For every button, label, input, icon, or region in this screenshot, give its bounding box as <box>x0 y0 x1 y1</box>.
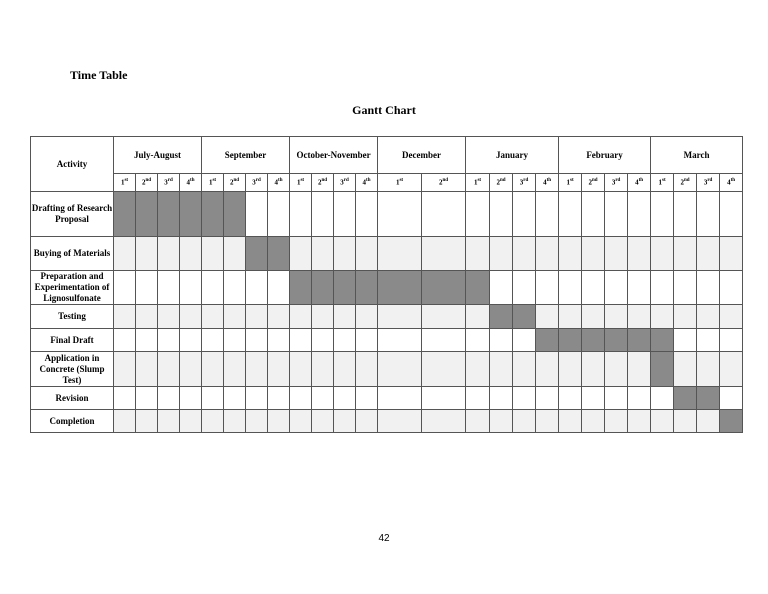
gantt-cell <box>202 305 224 329</box>
gantt-cell <box>136 387 158 410</box>
week-header: 1st <box>651 174 674 192</box>
gantt-cell <box>559 410 582 433</box>
gantt-cell <box>582 271 605 305</box>
gantt-cell <box>513 352 536 387</box>
gantt-cell <box>290 387 312 410</box>
activity-label: Drafting of Research Proposal <box>31 192 114 237</box>
gantt-cell <box>674 237 697 271</box>
gantt-cell <box>114 387 136 410</box>
gantt-cell <box>559 237 582 271</box>
week-header: 1st <box>202 174 224 192</box>
week-header: 2nd <box>312 174 334 192</box>
chart-title: Gantt Chart <box>352 103 416 117</box>
activity-row <box>31 237 743 271</box>
gantt-cell <box>180 410 202 433</box>
gantt-cell <box>290 237 312 271</box>
gantt-cell <box>720 329 743 352</box>
gantt-cell <box>312 305 334 329</box>
gantt-cell <box>290 352 312 387</box>
gantt-cell <box>651 192 674 237</box>
week-header: 3rd <box>513 174 536 192</box>
gantt-cell <box>158 387 180 410</box>
gantt-cell <box>422 410 466 433</box>
gantt-cell <box>674 271 697 305</box>
gantt-cell <box>466 387 490 410</box>
week-header: 3rd <box>158 174 180 192</box>
month-header: December <box>378 137 466 174</box>
gantt-cell <box>114 305 136 329</box>
gantt-cell <box>312 329 334 352</box>
gantt-cell <box>114 329 136 352</box>
activity-header: Activity <box>31 137 114 192</box>
week-header: 3rd <box>334 174 356 192</box>
activity-label: Preparation and Experimentation of Lignosulfonate <box>31 271 114 305</box>
gantt-bar-cell <box>490 305 513 329</box>
gantt-cell <box>422 192 466 237</box>
gantt-cell <box>356 410 378 433</box>
gantt-bar-cell <box>246 237 268 271</box>
gantt-cell <box>334 410 356 433</box>
gantt-cell <box>224 305 246 329</box>
gantt-cell <box>536 192 559 237</box>
gantt-cell <box>628 387 651 410</box>
gantt-cell <box>513 271 536 305</box>
gantt-cell <box>559 352 582 387</box>
gantt-cell <box>136 271 158 305</box>
gantt-bar-cell <box>559 329 582 352</box>
gantt-cell <box>334 329 356 352</box>
gantt-cell <box>490 271 513 305</box>
gantt-cell <box>202 410 224 433</box>
gantt-cell <box>559 387 582 410</box>
gantt-cell <box>356 305 378 329</box>
gantt-cell <box>674 352 697 387</box>
gantt-cell <box>628 271 651 305</box>
gantt-cell <box>378 352 422 387</box>
gantt-cell <box>378 387 422 410</box>
gantt-cell <box>422 237 466 271</box>
gantt-cell <box>605 271 628 305</box>
gantt-cell <box>378 237 422 271</box>
gantt-cell <box>312 352 334 387</box>
activity-label: Final Draft <box>31 329 114 352</box>
gantt-bar-cell <box>114 192 136 237</box>
gantt-cell <box>628 352 651 387</box>
gantt-cell <box>422 387 466 410</box>
gantt-cell <box>490 352 513 387</box>
gantt-cell <box>605 352 628 387</box>
gantt-cell <box>378 410 422 433</box>
gantt-cell <box>202 329 224 352</box>
gantt-bar-cell <box>378 271 422 305</box>
gantt-cell <box>720 271 743 305</box>
gantt-cell <box>582 387 605 410</box>
gantt-cell <box>605 387 628 410</box>
gantt-cell <box>180 352 202 387</box>
month-header: September <box>202 137 290 174</box>
gantt-cell <box>651 237 674 271</box>
gantt-cell <box>158 237 180 271</box>
gantt-bar-cell <box>651 329 674 352</box>
week-header: 2nd <box>136 174 158 192</box>
gantt-cell <box>490 387 513 410</box>
gantt-cell <box>490 237 513 271</box>
gantt-cell <box>674 410 697 433</box>
gantt-cell <box>246 305 268 329</box>
gantt-cell <box>290 329 312 352</box>
gantt-cell <box>268 410 290 433</box>
week-header: 4th <box>536 174 559 192</box>
week-header: 3rd <box>605 174 628 192</box>
gantt-cell <box>605 410 628 433</box>
gantt-bar-cell <box>268 237 290 271</box>
gantt-cell <box>158 352 180 387</box>
week-header: 1st <box>290 174 312 192</box>
gantt-bar-cell <box>628 329 651 352</box>
week-header: 4th <box>268 174 290 192</box>
gantt-cell <box>651 410 674 433</box>
gantt-cell <box>536 387 559 410</box>
gantt-bar-cell <box>674 387 697 410</box>
activity-label: Testing <box>31 305 114 329</box>
gantt-cell <box>513 237 536 271</box>
activity-label: Buying of Materials <box>31 237 114 271</box>
gantt-cell <box>180 329 202 352</box>
gantt-cell <box>422 329 466 352</box>
gantt-cell <box>334 237 356 271</box>
gantt-cell <box>268 305 290 329</box>
gantt-body <box>31 192 743 433</box>
activity-label: Application in Concrete (Slump Test) <box>31 352 114 387</box>
gantt-cell <box>582 192 605 237</box>
gantt-cell <box>674 329 697 352</box>
gantt-cell <box>268 192 290 237</box>
gantt-bar-cell <box>466 271 490 305</box>
gantt-cell <box>136 329 158 352</box>
week-header: 1st <box>466 174 490 192</box>
gantt-cell <box>356 387 378 410</box>
gantt-cell <box>720 387 743 410</box>
gantt-cell <box>536 237 559 271</box>
week-header: 2nd <box>490 174 513 192</box>
gantt-cell <box>268 329 290 352</box>
activity-row <box>31 305 743 329</box>
gantt-cell <box>136 237 158 271</box>
gantt-cell <box>180 305 202 329</box>
gantt-cell <box>697 305 720 329</box>
gantt-cell <box>224 237 246 271</box>
gantt-cell <box>536 271 559 305</box>
week-header: 2nd <box>582 174 605 192</box>
week-header: 4th <box>356 174 378 192</box>
month-header-row <box>31 137 743 174</box>
gantt-cell <box>180 387 202 410</box>
gantt-bar-cell <box>334 271 356 305</box>
gantt-cell <box>466 352 490 387</box>
gantt-cell <box>378 305 422 329</box>
week-header: 2nd <box>674 174 697 192</box>
gantt-cell <box>114 271 136 305</box>
gantt-cell <box>114 237 136 271</box>
gantt-cell <box>224 387 246 410</box>
gantt-bar-cell <box>180 192 202 237</box>
gantt-cell <box>136 305 158 329</box>
week-header: 1st <box>114 174 136 192</box>
week-header: 3rd <box>246 174 268 192</box>
gantt-cell <box>224 329 246 352</box>
month-header: February <box>559 137 651 174</box>
gantt-cell <box>180 271 202 305</box>
page-number: 42 <box>378 533 390 544</box>
gantt-cell <box>290 192 312 237</box>
gantt-cell <box>114 410 136 433</box>
activity-row <box>31 329 743 352</box>
gantt-cell <box>490 410 513 433</box>
gantt-cell <box>202 387 224 410</box>
gantt-cell <box>536 305 559 329</box>
week-header: 2nd <box>422 174 466 192</box>
gantt-cell <box>513 410 536 433</box>
gantt-bar-cell <box>582 329 605 352</box>
activity-row <box>31 192 743 237</box>
gantt-cell <box>224 410 246 433</box>
gantt-cell <box>202 352 224 387</box>
gantt-cell <box>697 271 720 305</box>
gantt-cell <box>697 410 720 433</box>
gantt-cell <box>158 329 180 352</box>
gantt-cell <box>356 329 378 352</box>
gantt-bar-cell <box>290 271 312 305</box>
gantt-cell <box>334 305 356 329</box>
gantt-cell <box>312 387 334 410</box>
week-header: 3rd <box>697 174 720 192</box>
gantt-cell <box>202 271 224 305</box>
gantt-table <box>30 136 743 433</box>
gantt-cell <box>114 352 136 387</box>
gantt-cell <box>628 237 651 271</box>
gantt-cell <box>202 237 224 271</box>
gantt-cell <box>246 192 268 237</box>
gantt-cell <box>582 352 605 387</box>
gantt-cell <box>490 329 513 352</box>
gantt-cell <box>490 192 513 237</box>
gantt-cell <box>697 192 720 237</box>
gantt-cell <box>312 192 334 237</box>
gantt-cell <box>246 387 268 410</box>
gantt-cell <box>224 352 246 387</box>
gantt-bar-cell <box>513 305 536 329</box>
week-header: 4th <box>180 174 202 192</box>
gantt-cell <box>628 192 651 237</box>
gantt-cell <box>158 410 180 433</box>
gantt-cell <box>246 329 268 352</box>
week-header: 4th <box>628 174 651 192</box>
gantt-cell <box>246 271 268 305</box>
gantt-bar-cell <box>158 192 180 237</box>
gantt-cell <box>378 192 422 237</box>
activity-label: Completion <box>31 410 114 433</box>
gantt-bar-cell <box>136 192 158 237</box>
gantt-bar-cell <box>224 192 246 237</box>
activity-row <box>31 410 743 433</box>
gantt-cell <box>466 192 490 237</box>
gantt-cell <box>224 271 246 305</box>
gantt-bar-cell <box>422 271 466 305</box>
gantt-cell <box>466 410 490 433</box>
gantt-bar-cell <box>356 271 378 305</box>
gantt-cell <box>651 305 674 329</box>
gantt-cell <box>378 329 422 352</box>
gantt-cell <box>605 237 628 271</box>
gantt-cell <box>422 305 466 329</box>
gantt-bar-cell <box>536 329 559 352</box>
gantt-cell <box>422 352 466 387</box>
gantt-bar-cell <box>312 271 334 305</box>
gantt-cell <box>513 192 536 237</box>
gantt-cell <box>674 305 697 329</box>
activity-label: Revision <box>31 387 114 410</box>
week-header: 1st <box>559 174 582 192</box>
week-header: 2nd <box>224 174 246 192</box>
gantt-cell <box>356 237 378 271</box>
gantt-cell <box>582 237 605 271</box>
gantt-cell <box>628 305 651 329</box>
gantt-cell <box>697 237 720 271</box>
gantt-cell <box>312 410 334 433</box>
gantt-cell <box>536 410 559 433</box>
gantt-cell <box>674 192 697 237</box>
gantt-cell <box>246 410 268 433</box>
week-header: 1st <box>378 174 422 192</box>
gantt-cell <box>290 410 312 433</box>
gantt-cell <box>559 192 582 237</box>
gantt-cell <box>466 237 490 271</box>
gantt-cell <box>720 305 743 329</box>
gantt-cell <box>582 410 605 433</box>
activity-row <box>31 387 743 410</box>
activity-row <box>31 271 743 305</box>
gantt-cell <box>334 387 356 410</box>
gantt-bar-cell <box>651 352 674 387</box>
gantt-cell <box>466 305 490 329</box>
gantt-cell <box>720 192 743 237</box>
gantt-bar-cell <box>697 387 720 410</box>
gantt-cell <box>536 352 559 387</box>
gantt-cell <box>720 352 743 387</box>
gantt-cell <box>651 271 674 305</box>
month-header: October-November <box>290 137 378 174</box>
gantt-cell <box>697 352 720 387</box>
gantt-cell <box>158 305 180 329</box>
gantt-cell <box>334 192 356 237</box>
activity-row <box>31 352 743 387</box>
gantt-cell <box>180 237 202 271</box>
gantt-cell <box>605 192 628 237</box>
gantt-cell <box>466 329 490 352</box>
gantt-cell <box>246 352 268 387</box>
gantt-cell <box>290 305 312 329</box>
gantt-bar-cell <box>605 329 628 352</box>
gantt-cell <box>720 237 743 271</box>
week-header: 4th <box>720 174 743 192</box>
month-header: July-August <box>114 137 202 174</box>
gantt-cell <box>559 305 582 329</box>
gantt-cell <box>136 410 158 433</box>
gantt-cell <box>513 329 536 352</box>
gantt-cell <box>513 387 536 410</box>
gantt-cell <box>628 410 651 433</box>
month-header: March <box>651 137 743 174</box>
gantt-cell <box>582 305 605 329</box>
gantt-cell <box>651 387 674 410</box>
gantt-cell <box>559 271 582 305</box>
gantt-cell <box>268 271 290 305</box>
month-header: January <box>466 137 559 174</box>
gantt-bar-cell <box>202 192 224 237</box>
gantt-cell <box>356 352 378 387</box>
gantt-cell <box>334 352 356 387</box>
gantt-cell <box>158 271 180 305</box>
gantt-cell <box>268 387 290 410</box>
page-heading: Time Table <box>70 68 128 82</box>
gantt-cell <box>697 329 720 352</box>
gantt-cell <box>136 352 158 387</box>
gantt-cell <box>268 352 290 387</box>
gantt-cell <box>312 237 334 271</box>
gantt-cell <box>605 305 628 329</box>
gantt-cell <box>356 192 378 237</box>
gantt-bar-cell <box>720 410 743 433</box>
week-header-row <box>31 174 743 192</box>
